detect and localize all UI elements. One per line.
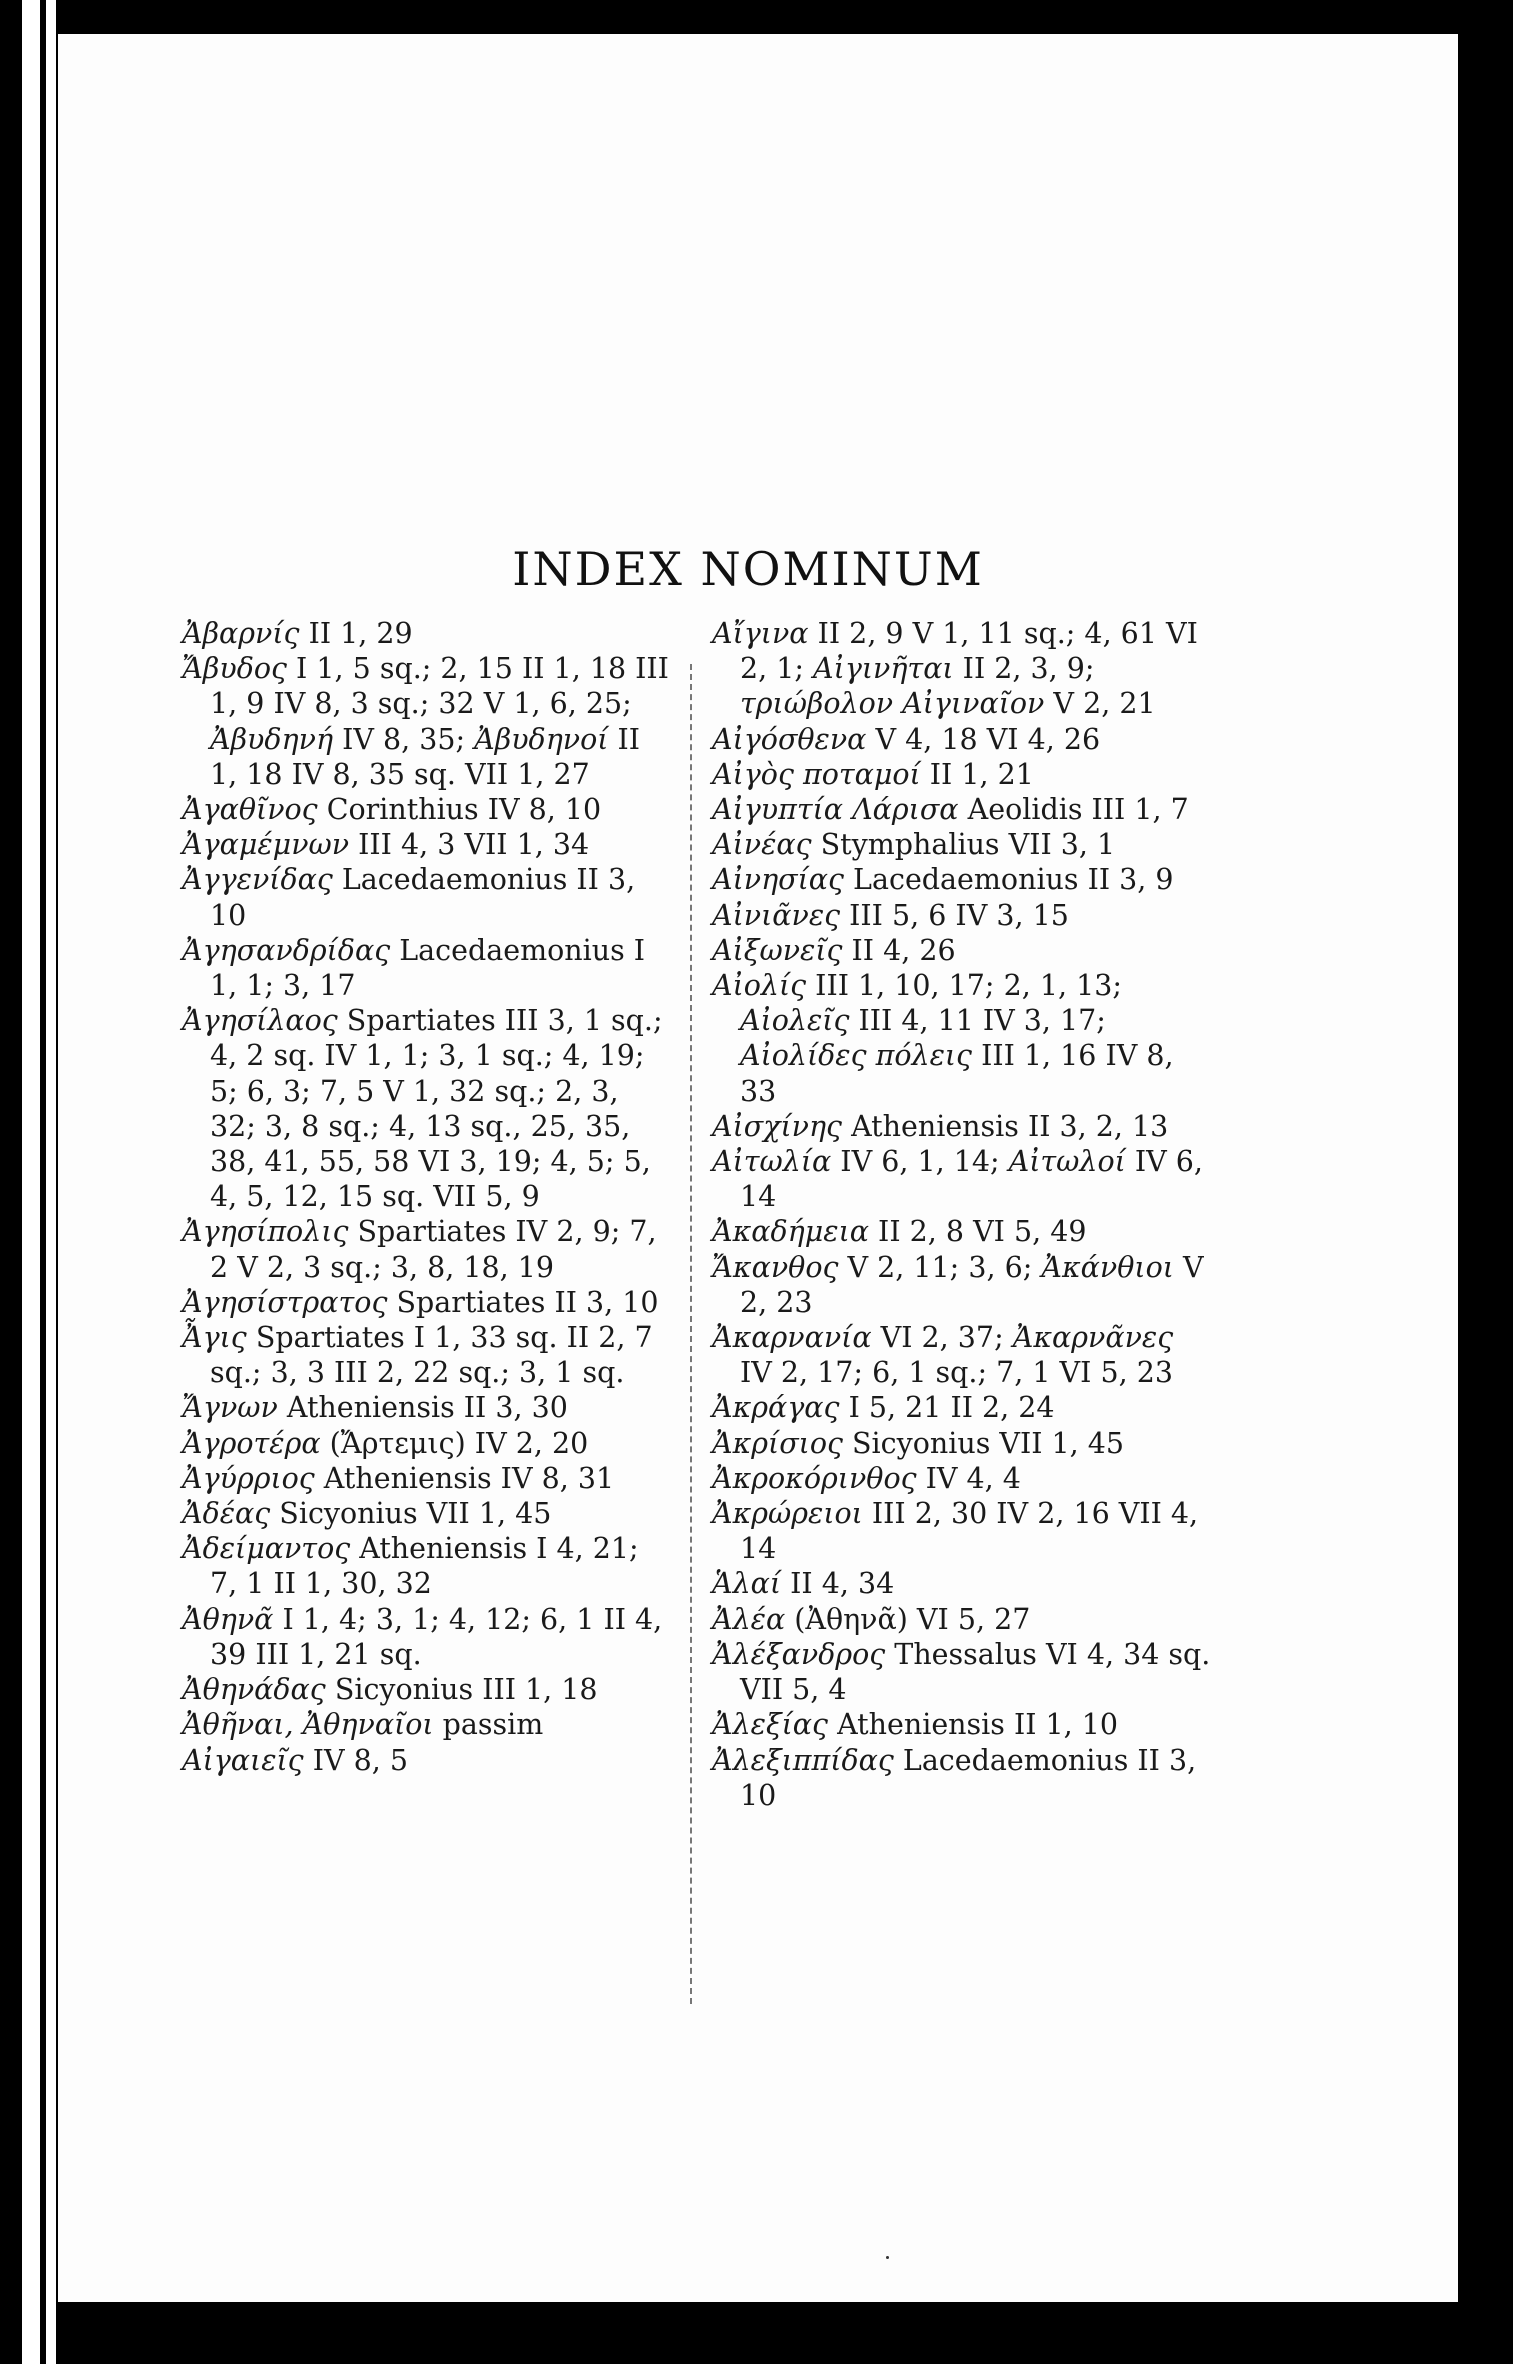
- entry-references: Aeolidis III 1, 7: [958, 793, 1189, 827]
- index-entry: [712, 1250, 1212, 1320]
- index-entry: [712, 1602, 1212, 1637]
- entry-headword: Ἀβυδηνοί: [465, 722, 609, 756]
- entry-references: II 2, 3, 9;: [953, 652, 1095, 686]
- entry-references: Lacedaemonius II 3, 9: [844, 863, 1174, 897]
- entry-references: passim: [433, 1708, 544, 1742]
- entry-references: II 4, 34: [781, 1567, 895, 1601]
- entry-references: Sicyonius VII 1, 45: [842, 1426, 1125, 1460]
- entry-headword: Ἀγησίπολις: [182, 1215, 349, 1249]
- index-column-right: [712, 616, 1212, 1813]
- entry-references: V 2, 11; 3, 6;: [838, 1250, 1033, 1284]
- entry-headword: Ἀκαδήμεια: [712, 1215, 869, 1249]
- entry-headword: Ἀδέας: [182, 1497, 271, 1531]
- entry-headword: Αἰολεῖς: [740, 1004, 850, 1038]
- index-entry: [182, 1285, 672, 1320]
- column-divider: [690, 664, 692, 2004]
- entry-headword: Αἰγὸς ποταμοί: [712, 757, 921, 791]
- entry-headword: Αἰξωνεῖς: [712, 933, 843, 967]
- entry-headword: Ἀβυδηνή: [210, 722, 334, 756]
- entry-headword: Ἀγαθῖνος: [182, 793, 318, 827]
- index-entry: [182, 1003, 672, 1214]
- index-entry: [182, 792, 672, 827]
- entry-references: Atheniensis II 1, 10: [828, 1708, 1119, 1742]
- index-entry: [182, 1320, 672, 1390]
- entry-headword: Ἀκάνθιοι: [1032, 1250, 1174, 1284]
- entry-headword: Ἀκαρνᾶνες: [1003, 1321, 1174, 1355]
- index-entry: [712, 757, 1212, 792]
- entry-headword: Αἰολίς: [712, 969, 807, 1003]
- entry-references: V 4, 18 VI 4, 26: [866, 722, 1101, 756]
- entry-references: IV 6, 14: [740, 1145, 1203, 1214]
- entry-headword: Αἰγαιεῖς: [182, 1743, 304, 1777]
- entry-references: Lacedaemonius II 3, 10: [740, 1743, 1197, 1812]
- entry-headword: Ἀκρίσιος: [712, 1426, 843, 1460]
- entry-headword: Ἄγνων: [182, 1391, 278, 1425]
- entry-references: II 1, 29: [299, 617, 413, 650]
- index-entry: [182, 1214, 672, 1284]
- index-entry: [712, 898, 1212, 933]
- entry-headword: Ἀγησανδρίδας: [182, 933, 391, 967]
- entry-references: Sicyonius III 1, 18: [325, 1673, 598, 1707]
- index-entry: [712, 1426, 1212, 1461]
- entry-headword: Ἀκαρνανία: [712, 1321, 872, 1355]
- index-entry: [182, 1743, 672, 1778]
- index-entry: [712, 616, 1212, 722]
- entry-headword: Αἰτωλία: [712, 1145, 832, 1179]
- entry-headword: Αἰγυπτία Λάρισα: [712, 793, 959, 827]
- entry-references: III 1, 10, 17; 2, 1, 13;: [806, 969, 1122, 1003]
- entry-headword: Ἄκανθος: [712, 1250, 839, 1284]
- index-entry: [712, 1496, 1212, 1566]
- entry-references: III 1, 16 IV 8, 33: [740, 1039, 1174, 1108]
- entry-headword: Ἀγροτέρα: [182, 1426, 321, 1460]
- index-entry: [712, 968, 1212, 1109]
- index-entry: [712, 1390, 1212, 1425]
- entry-references: Atheniensis I 4, 21; 7, 1 II 1, 30, 32: [210, 1532, 639, 1601]
- entry-headword: Ἀγύρριος: [182, 1461, 315, 1495]
- index-entry: [712, 722, 1212, 757]
- entry-references: IV 8, 5: [303, 1743, 408, 1777]
- index-entry: [182, 1426, 672, 1461]
- book-spine-edge: [22, 0, 40, 2364]
- page: [58, 34, 1458, 2302]
- entry-references: Spartiates III 3, 1 sq.; 4, 2 sq. IV 1, 1; 3, 1 sq.; 4, 19; 5; 6, 3; 7, 5 V 1, 32 sq.; 2, 3, 32; 3, 8 sq.; 4, 13 sq., 25, 35, 38, 41, 55, 58 VI 3, 19; 4, 5; 5, 4, 5, 12, 15 sq. VII 5, 9: [210, 1004, 663, 1214]
- entry-references: Stymphalius VII 3, 1: [811, 828, 1116, 862]
- page-title: INDEX NOMINUM: [512, 542, 984, 596]
- entry-references: II 2, 9 V 1, 11 sq.; 4, 61 VI 2, 1;: [740, 617, 1198, 686]
- index-entry: [712, 1214, 1212, 1249]
- entry-headword: Ἀγησίλαος: [182, 1004, 338, 1038]
- entry-references: II 2, 8 VI 5, 49: [869, 1215, 1087, 1249]
- entry-references: Lacedaemonius I 1, 1; 3, 17: [210, 933, 646, 1003]
- entry-headword: Ἀλεξιππίδας: [712, 1743, 894, 1777]
- index-entry: [712, 792, 1212, 827]
- entry-references: II 1, 21: [920, 757, 1034, 791]
- index-entry: [182, 933, 672, 1003]
- index-entry: [182, 1602, 672, 1672]
- entry-references: Corinthius IV 8, 10: [317, 793, 602, 827]
- index-entry: [712, 1637, 1212, 1707]
- index-entry: [712, 1320, 1212, 1390]
- entry-headword: Αἰνιᾶνες: [712, 898, 841, 932]
- entry-headword: Ἀθῆναι, Ἀθηναῖοι: [182, 1708, 434, 1742]
- index-entry: [182, 827, 672, 862]
- index-entry: [182, 1461, 672, 1496]
- entry-references: Spartiates II 3, 10: [387, 1285, 659, 1319]
- entry-headword: Ἀθηνάδας: [182, 1673, 326, 1707]
- entry-references: Spartiates I 1, 33 sq. II 2, 7 sq.; 3, 3 III 2, 22 sq.; 3, 1 sq.: [210, 1321, 653, 1390]
- entry-references: III 2, 30 IV 2, 16 VII 4, 14: [740, 1497, 1199, 1566]
- index-entry: [182, 651, 672, 792]
- index-entry: [182, 1496, 672, 1531]
- entry-headword: Αἴγινα: [712, 617, 809, 650]
- entry-references: IV 4, 4: [916, 1461, 1021, 1495]
- index-entry: [712, 1461, 1212, 1496]
- entry-references: V 2, 23: [740, 1250, 1204, 1319]
- index-entry: [182, 862, 672, 932]
- index-entry: [712, 827, 1212, 862]
- index-entry: [712, 1144, 1212, 1214]
- index-entry: [182, 1531, 672, 1601]
- entry-headword: Αἰσχίνης: [712, 1109, 843, 1143]
- entry-headword: Αἰτωλοί: [999, 1145, 1126, 1179]
- entry-headword: Ἀβαρνίς: [182, 617, 300, 650]
- entry-headword: Ἀκρώρειοι: [712, 1497, 863, 1531]
- index-entry: [712, 933, 1212, 968]
- entry-headword: Ἀλεξίας: [712, 1708, 829, 1742]
- index-entry: [712, 1566, 1212, 1601]
- index-entry: [712, 1707, 1212, 1742]
- entry-references: I 1, 4; 3, 1; 4, 12; 6, 1 II 4, 39 III 1, 21 sq.: [210, 1602, 663, 1671]
- index-entry: [712, 1109, 1212, 1144]
- index-entry: [182, 1707, 672, 1742]
- entry-references: III 4, 11 IV 3, 17;: [849, 1004, 1106, 1038]
- index-entry: [182, 1390, 672, 1425]
- entry-references: V 2, 21: [1044, 687, 1156, 721]
- entry-headword: Ἀδείμαντος: [182, 1532, 351, 1566]
- entry-headword: Αἰγόσθενα: [712, 722, 867, 756]
- entry-headword: Ἀκράγας: [712, 1391, 840, 1425]
- entry-references: Atheniensis II 3, 2, 13: [842, 1109, 1169, 1143]
- index-entry: [712, 862, 1212, 897]
- entry-references: I 1, 5 sq.; 2, 15 II 1, 18 III 1, 9 IV 8, 3 sq.; 32 V 1, 6, 25;: [210, 652, 669, 721]
- entry-headword: Ἀλέξανδρος: [712, 1637, 886, 1671]
- entry-headword: Αἰνησίας: [712, 863, 844, 897]
- entry-headword: Ἁλαί: [712, 1567, 782, 1601]
- page-speck: [886, 2256, 889, 2259]
- entry-headword: Αἰολίδες πόλεις: [740, 1039, 973, 1073]
- entry-references: III 4, 3 VII 1, 34: [349, 828, 590, 862]
- entry-headword: Ἀγαμέμνων: [182, 828, 350, 862]
- index-entry: [182, 616, 672, 651]
- entry-references: I 5, 21 II 2, 24: [839, 1391, 1055, 1425]
- entry-references: Sicyonius VII 1, 45: [270, 1497, 552, 1531]
- index-entry: [712, 1743, 1212, 1813]
- entry-headword: Ἀγησίστρατος: [182, 1285, 388, 1319]
- entry-references: II 1, 18 IV 8, 35 sq. VII 1, 27: [210, 722, 641, 791]
- entry-headword: Αἰνέας: [712, 828, 812, 862]
- entry-references: IV 6, 1, 14;: [831, 1145, 1000, 1179]
- entry-references: (Ἄρτεμις) IV 2, 20: [320, 1426, 589, 1460]
- entry-headword: Αἰγινῆται: [804, 652, 954, 686]
- entry-references: IV 2, 17; 6, 1 sq.; 7, 1 VI 5, 23: [740, 1356, 1173, 1390]
- entry-headword: Ἄβυδος: [182, 652, 287, 686]
- entry-references: Thessalus VI 4, 34 sq. VII 5, 4: [740, 1637, 1211, 1707]
- entry-references: Lacedaemonius II 3, 10: [210, 863, 636, 932]
- entry-headword: Ἀκροκόρινθος: [712, 1461, 917, 1495]
- book-spine-edge-inner: [46, 0, 56, 2364]
- entry-references: (Ἀθηνᾶ) VI 5, 27: [785, 1602, 1031, 1636]
- entry-headword: τριώβολον Αἰγιναῖον: [740, 687, 1045, 721]
- entry-references: Atheniensis IV 8, 31: [314, 1461, 615, 1495]
- entry-references: Spartiates IV 2, 9; 7, 2 V 2, 3 sq.; 3, 8, 18, 19: [210, 1215, 657, 1284]
- entry-headword: Ἀλέα: [712, 1602, 786, 1636]
- entry-headword: Ἀθηνᾶ: [182, 1602, 274, 1636]
- entry-references: VI 2, 37;: [871, 1321, 1004, 1355]
- entry-headword: Ἀγγενίδας: [182, 863, 333, 897]
- entry-headword: Ἆγις: [182, 1321, 247, 1355]
- entry-references: Atheniensis II 3, 30: [277, 1391, 568, 1425]
- entry-references: II 4, 26: [842, 933, 956, 967]
- index-column-left: [182, 616, 672, 1778]
- index-entry: [182, 1672, 672, 1707]
- entry-references: IV 8, 35;: [333, 722, 466, 756]
- entry-references: III 5, 6 IV 3, 15: [840, 898, 1069, 932]
